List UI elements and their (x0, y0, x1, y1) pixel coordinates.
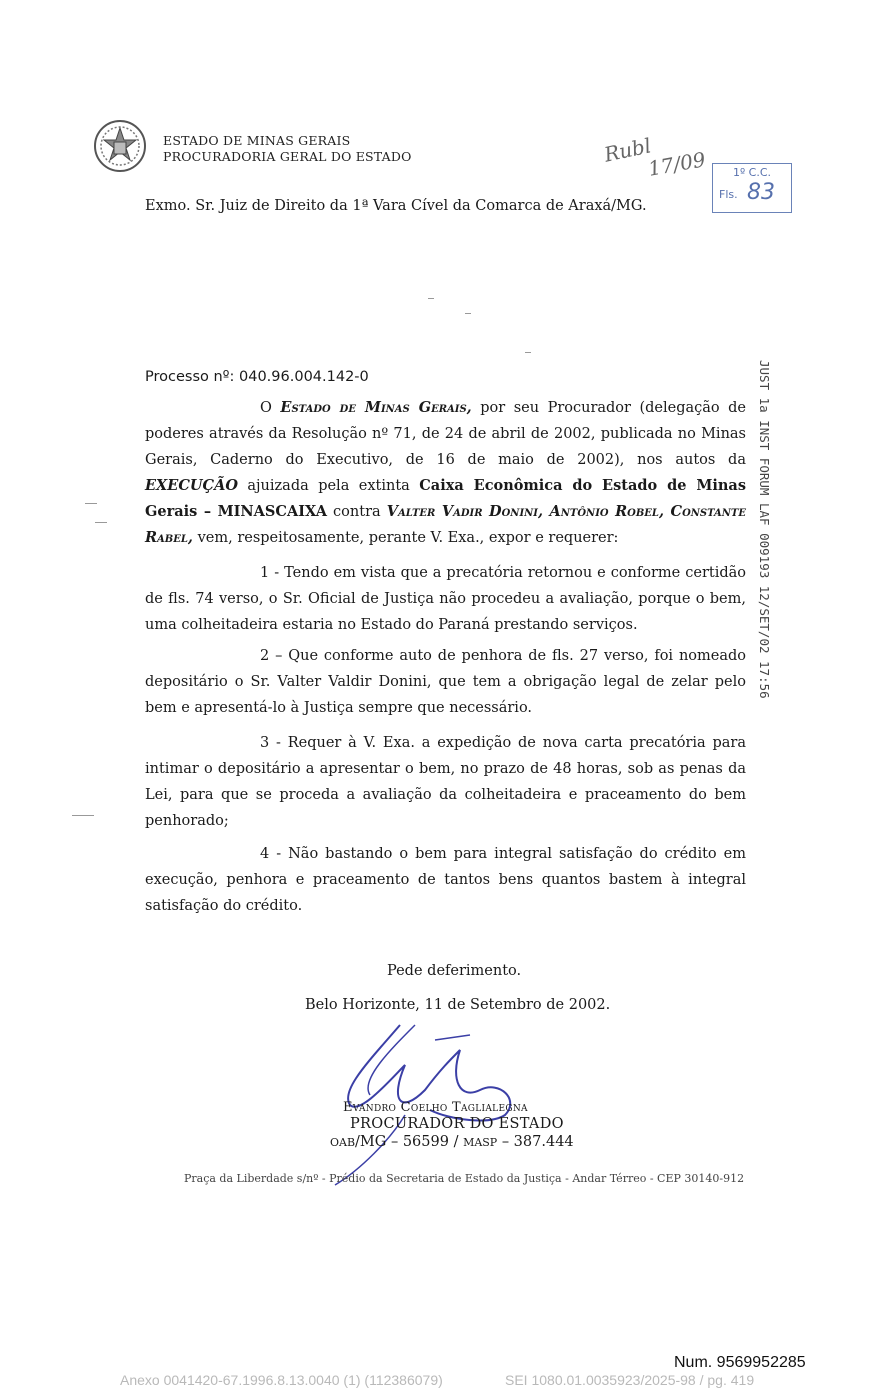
item-3-paragraph: 3 - Requer à V. Exa. a expedição de nova carta precatória para intimar o depositário a apresentar o bem, no prazo de 48 horas, sob as penas da Lei, para que se proceda a avaliação da colheitadeira e praceamento do bem penhorado; (145, 735, 746, 829)
stamp-fls-label: Fls. (719, 188, 738, 201)
scan-speck (72, 815, 94, 816)
annex-watermark: Anexo 0041420-67.1996.8.13.0040 (1) (112386079) (120, 1372, 443, 1388)
intro-paragraph (145, 395, 746, 551)
signatory-registration (330, 1134, 574, 1150)
intro-text-3: ajuizada pela extinta (237, 478, 420, 494)
masp-number: – 387.444 (497, 1134, 574, 1150)
state-name: Estado de Minas Gerais, (280, 399, 472, 416)
intro-text-4: contra (326, 504, 387, 520)
intro-text-2: por seu Procurador (delegação de poderes através da Resolução nº 71, de 24 de abril de 2002, publicada no Minas Gerais, Caderno do Executivo, de 16 de maio de 2002), nos autos da (145, 400, 747, 468)
stamp-court: 1º C.C. (733, 166, 772, 179)
signatory-name: Evandro Coelho Taglialegna (343, 1100, 528, 1115)
sei-watermark: SEI 1080.01.0035923/2025-98 / pg. 419 (505, 1372, 755, 1388)
intro-text-5: vem, respeitosamente, perante V. Exa., expor e requerer: (192, 530, 619, 546)
place-and-date: Belo Horizonte, 11 de Setembro de 2002. (305, 997, 611, 1013)
signatory-title: PROCURADOR DO ESTADO (350, 1116, 564, 1132)
defendants-names: Valter Vadir Donini, Antônio Robel, Constante Rabel, (145, 503, 746, 546)
footer-address: Praça da Liberdade s/nº - Prédio da Secretaria de Estado da Justiça - Andar Térreo - CEP 30140-912 (184, 1172, 745, 1185)
scan-speck (85, 503, 97, 504)
document-number: Num. 9569952285 (674, 1354, 806, 1371)
header-state-name: ESTADO DE MINAS GERAIS (163, 133, 351, 148)
closing-request: Pede deferimento. (387, 963, 522, 979)
scan-speck (465, 313, 471, 314)
masp-label: MASP (463, 1136, 498, 1149)
intro-text-1: O (260, 400, 281, 416)
court-page-stamp (712, 163, 792, 213)
bank-name: Caixa Econômica do Estado de Minas Gerais – MINASCAIXA (145, 477, 746, 520)
state-seal-icon (92, 118, 148, 174)
item-4-paragraph: 4 - Não bastando o bem para integral satisfação do crédito em execução, penhora e praceamento de tantos bens quantos bastem à integral satisfação do crédito. (145, 846, 746, 914)
scan-speck (525, 352, 531, 353)
filing-stamp: JUST 1a INST FORUM LAF 009193 12/SET/02 17:56 (757, 360, 772, 699)
handwritten-rubric: Rubl (602, 133, 654, 167)
oab-number: /MG – 56599 / (355, 1134, 464, 1150)
scan-speck (95, 522, 107, 523)
scan-speck (428, 298, 434, 299)
handwritten-date: 17/09 (646, 147, 708, 181)
oab-label: OAB (330, 1136, 356, 1149)
stamp-page-number: 83 (747, 180, 775, 205)
process-number: Processo nº: 040.96.004.142-0 (145, 369, 369, 385)
execucao-label: EXECUÇÃO (145, 477, 238, 494)
addressee: Exmo. Sr. Juiz de Direito da 1ª Vara Cível da Comarca de Araxá/MG. (145, 198, 647, 214)
item-2-paragraph: 2 – Que conforme auto de penhora de fls. 27 verso, foi nomeado depositário o Sr. Valter Valdir Donini, que tem a obrigação legal de zelar pelo bem e apresentá-lo à Justiça sempre que necessário. (145, 648, 746, 716)
header-agency-name: PROCURADORIA GERAL DO ESTADO (163, 149, 412, 164)
item-1-paragraph: 1 - Tendo em vista que a precatória retornou e conforme certidão de fls. 74 verso, o Sr. Oficial de Justiça não procedeu a avaliação, porque o bem, uma colheitadeira estaria no Estado do Paraná prestando serviços. (145, 565, 746, 633)
